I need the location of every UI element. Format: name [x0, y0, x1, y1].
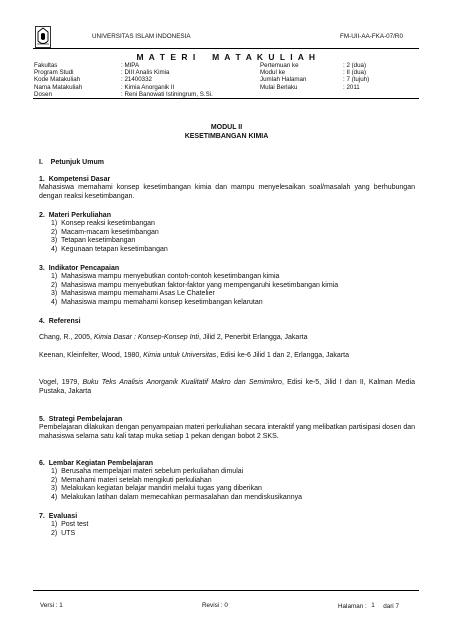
list: [51, 521, 88, 538]
list-item: 2) Memahami materi setelah mengikuti perkuliahan: [51, 476, 212, 484]
list-item: 1) Post test: [51, 521, 89, 528]
university-logo-icon: [35, 26, 51, 48]
header-divider: [33, 48, 419, 49]
list-item: 3) Tetapan kesetimbangan: [51, 237, 136, 245]
info-label: Jumlah Halaman: [260, 76, 307, 84]
section-heading: 7. Evaluasi: [39, 513, 78, 520]
footer-page-number: 1: [371, 602, 375, 609]
info-label: Pertemuan ke: [260, 62, 299, 69]
form-code: FM-UII-AA-FKA-07/R0: [340, 33, 403, 40]
info-value: : 2011: [343, 83, 360, 91]
section-heading: 6. Lembar Kegiatan Pembelajaran: [39, 460, 153, 467]
section-heading: 3. Indikator Pencapaian: [39, 265, 120, 272]
info-label: Modul ke: [260, 69, 286, 77]
list: [51, 468, 302, 502]
list-item: 3) Melakukan kegiatan belajar mandiri melalui tugas yang diberikan: [51, 485, 262, 493]
info-value: : II (dua): [343, 69, 367, 77]
list: [51, 220, 168, 254]
list-item: 1) Berusaha mempelajari materi sebelum perkuliahan dimulai: [51, 468, 244, 475]
section-paragraph: Pembelajaran dilakukan dengan penyampaian materi perkuliahan secara interaktif yang melibatkan partisipasi dosen dan mahasiswa selama satu kali tatap muka setiap 1 pekan dengan bobot 2 SKS.: [39, 424, 415, 440]
footer-divider: [33, 590, 419, 591]
info-label: Fakultas: [34, 62, 58, 69]
section-paragraph: Mahasiswa memahami konsep kesetimbangan kimia dan mampu menyelesaikan soal/masalah yang berhubungan dengan reaksi kesetimbangan.: [39, 184, 415, 200]
section-heading: 5. Strategi Pembelajaran: [39, 416, 123, 423]
footer-version: Versi : 1: [40, 602, 63, 609]
list: [51, 273, 338, 307]
info-label: Dosen: [34, 90, 52, 98]
info-value: : Reni Banowati Istiningrum, S.Si.: [121, 90, 213, 98]
list-item: 4) Mahasiswa mampu memahami konsep kesetimbangan kelarutan: [51, 298, 263, 306]
info-value: : 2 (dua): [343, 62, 367, 69]
university-name: UNIVERSITAS ISLAM INDONESIA: [92, 33, 191, 40]
module-number: MODUL II: [210, 124, 243, 131]
info-value: : 7 (tujuh): [343, 76, 370, 84]
footer-page: [338, 602, 399, 611]
list-item: 4) Kegunaan tetapan kesetimbangan: [51, 245, 168, 253]
info-value: : Kimia Anorganik II: [121, 83, 175, 91]
info-label: Nama Matakuliah: [34, 83, 83, 91]
section-heading: I. Petunjuk Umum: [39, 159, 104, 166]
footer-page-label: Halaman :: [338, 603, 367, 610]
info-label: Mulai Berlaku: [260, 83, 298, 91]
section-heading: 4. Referensi: [39, 318, 81, 325]
list-item: 4) Melakukan latihan dalam memecahkan permasalahan dan mendiskusikannya: [51, 493, 302, 501]
info-label: Program Studi: [34, 69, 74, 77]
list-item: 1) Mahasiswa mampu menyebutkan contoh-contoh kesetimbangan kimia: [51, 273, 280, 280]
list-item: 2) Macam-macam kesetimbangan: [51, 228, 159, 236]
reference-item: Chang, R., 2005, Kimia Dasar : Konsep-Konsep Inti, Jilid 2, Penerbit Erlangga, Jakarta: [39, 334, 308, 341]
reference-item: Keenan, Kleinfelter, Wood, 1980, Kimia untuk Universitas, Edisi ke-6 Jilid 1 dan 2, Erlangga, Jakarta: [39, 352, 349, 359]
reference-item: Vogel, 1979, Buku Teks Analisis Anorganik Kualitatif Makro dan Semimikro, Edisi ke-5, Jilid I dan II, Kalman Media Pustaka, Jakarta: [39, 379, 415, 395]
module-title: KESETIMBANGAN KIMIA: [184, 133, 269, 140]
footer-revision: Revisi : 0: [202, 602, 228, 609]
info-label: Kode Matakuliah: [34, 76, 81, 84]
section-heading: 1. Kompetensi Dasar: [39, 176, 111, 183]
list-item: 2) UTS: [51, 529, 76, 537]
list-item: 2) Mahasiswa mampu menyebutkan faktor-faktor yang mempengaruhi kesetimbangan kimia: [51, 281, 339, 289]
section-heading: 2. Materi Perkuliahan: [39, 212, 111, 219]
document-title: M A T E R I M A T A K U L I A H: [136, 52, 317, 62]
footer-page-total: dari 7: [383, 603, 399, 610]
info-value: : 21400332: [121, 76, 152, 84]
list-item: 3) Mahasiswa mampu memahami Asas Le Chatelier: [51, 290, 215, 298]
info-value: : MIPA: [121, 62, 140, 69]
info-value: : DIII Analis Kimia: [121, 69, 170, 77]
list-item: 1) Konsep reaksi kesetimbangan: [51, 220, 155, 227]
